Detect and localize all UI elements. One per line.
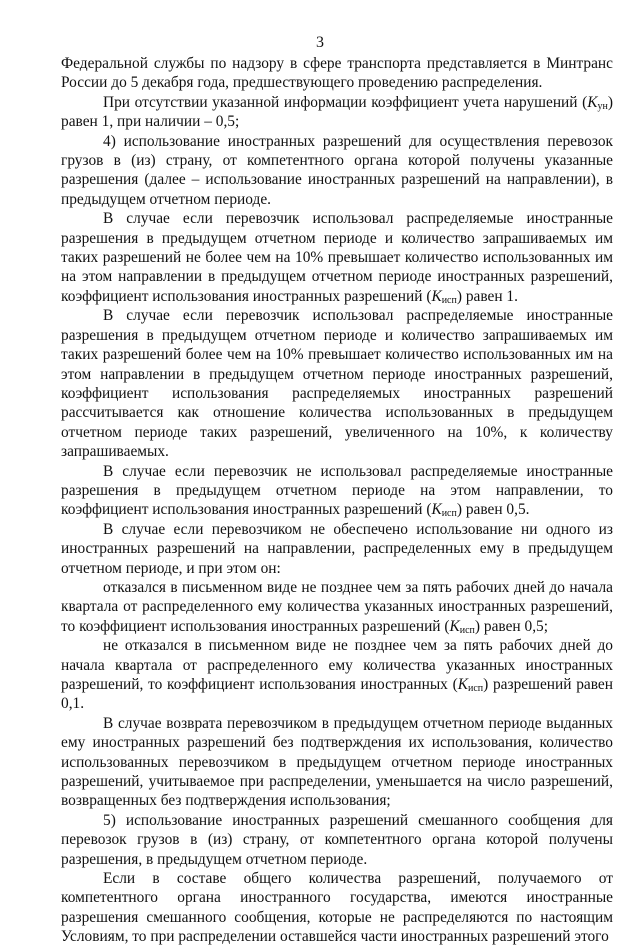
paragraph-text: 4) использование иностранных разрешений для осуществления перевозок грузов в (из) страну, от компетентного органа которой получены указанные разрешения (далее – использование иностранных разрешений на направлении), в предыдущем отчетном периоде. [61, 132, 613, 208]
formula-subscript: ун [597, 100, 608, 112]
paragraph-text: В случае если перевозчик использовал распределяемые иностранные разрешения в предыдущем отчетном периоде и количество запрашиваемых им таких разрешений более чем на 10% превышает количество использованных им на этом направлении в предыдущем отчетном периоде иностранных разрешений, коэффициент использования распределяемых иностранных разрешений рассчитывается как отношение количества использованных в предыдущем отчетном периоде таких разрешений, увеличенного на 10%, к количеству запрашиваемых. [61, 307, 613, 461]
paragraph-text: В случае если перевозчиком не обеспечено использование ни одного из иностранных разрешений на направлении, распределенных ему в предыдущем отчетном периоде, и при этом он: [61, 520, 613, 577]
paragraph [61, 869, 613, 947]
paragraph-text: ) равен 1, при наличии – 0,5; [61, 93, 613, 131]
paragraph [61, 462, 613, 520]
formula-subscript: исп [467, 683, 484, 694]
paragraph [61, 520, 613, 578]
paragraph-text: ) равен 0,5. [456, 501, 530, 519]
formula-subscript: исп [441, 294, 457, 306]
formula-symbol: К [431, 287, 442, 305]
paragraph-text: ) равен 0,5; [474, 617, 549, 635]
formula-subscript: исп [459, 624, 475, 636]
paragraph-text: В случае если перевозчик использовал распределяемые иностранные разрешения в предыдущем отчетном периоде и количество запрашиваемых им таких разрешений не более чем на 10% превышает количество использованных им на этом направлении в предыдущем отчетном периоде иностранных разрешений, коэффициент использования иностранных разрешений ( [61, 210, 613, 305]
formula-symbol: К [449, 617, 460, 635]
page-number: 3 [316, 34, 324, 51]
formula-symbol: К [457, 676, 468, 693]
paragraph [61, 209, 613, 306]
formula-subscript: исп [441, 508, 457, 520]
paragraph [61, 306, 613, 461]
paragraph-text: отказался в письменном виде не позднее чем за пять рабочих дней до начала квартала от распределенного ему количества указанных иностранных разрешений, то коэффициент использования иностранных разрешений ( [61, 578, 613, 635]
paragraph-text: В случае возврата перевозчиком в предыдущем отчетном периоде выданных ему иностранных разрешений без подтверждения их использования, количество использованных перевозчиком в предыдущем отчетном периоде иностранных разрешений, учитываемое при распределении, уменьшается на число разрешений, возвращенных без подтверждения использования; [61, 714, 613, 810]
paragraph-text: В случае если перевозчик не использовал распределяемые иностранные разрешения в предыдущем отчетном периоде на этом направлении, то коэффициент использования иностранных разрешений ( [61, 462, 613, 519]
formula-symbol: К [587, 93, 598, 111]
paragraph [61, 54, 613, 93]
paragraph-text: 5) использование иностранных разрешений смешанного сообщения для перевозок грузов в (из) страну, от компетентного органа которой получены разрешения, в предыдущем отчетном периоде. [61, 811, 613, 868]
formula-symbol: К [431, 501, 442, 519]
paragraph-text: ) равен 1. [456, 287, 518, 305]
paragraph [61, 93, 613, 132]
paragraph-text: При отсутствии указанной информации коэффициент учета нарушений ( [103, 93, 588, 111]
paragraph [61, 578, 613, 636]
document-body [61, 54, 613, 947]
paragraph-text: ) разрешений равен 0,1. [61, 676, 613, 713]
paragraph [61, 811, 613, 869]
paragraph [61, 636, 613, 714]
paragraph-text: Если в составе общего количества разрешений, получаемого от компетентного органа иностранного государства, имеются иностранные разрешения смешанного сообщения, которые не распределяются по настоящим Условиям, то при распределении оставшейся части иностранных разрешений этого [61, 870, 613, 946]
paragraph [61, 714, 613, 811]
paragraph-text: не отказался в письменном виде не позднее чем за пять рабочих дней до начала квартала от распределенного ему количества указанных иностранных разрешений, то коэффициент использования иностранных ( [61, 637, 613, 693]
paragraph [61, 132, 613, 210]
paragraph-text: Федеральной службы по надзору в сфере транспорта представляется в Минтранс России до 5 декабря года, предшествующего проведению распределения. [61, 55, 613, 92]
